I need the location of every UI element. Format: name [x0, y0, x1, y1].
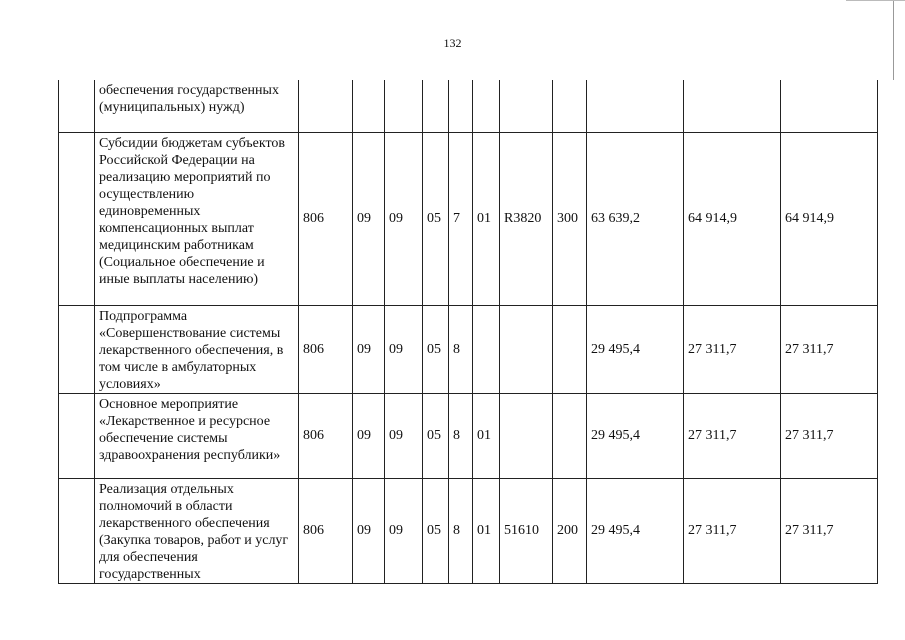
amount-year2-cell [684, 80, 781, 132]
ministry-code-cell [299, 80, 353, 132]
subsection-code-cell: 09 [385, 305, 423, 393]
row-number-cell [59, 305, 95, 393]
program-code-cell [423, 80, 449, 132]
section-code-cell: 09 [353, 305, 385, 393]
row-name-cell: Субсидии бюджетам субъектов Российской Федерации на реализацию мероприятий по осуществлению единовременных компенсационных выплат медицинским работникам (Социальное обеспечение и иные выплаты населению) [95, 132, 299, 305]
page-edge-line-top [846, 0, 905, 1]
amount-year3-cell [781, 80, 878, 132]
row-name-cell: обеспечения государственных (муниципальных) нужд) [95, 80, 299, 132]
expense-type-cell [553, 393, 587, 478]
subsection-code-cell [385, 80, 423, 132]
amount-year1-cell: 63 639,2 [587, 132, 684, 305]
table-row [59, 80, 878, 132]
table-row [59, 305, 878, 393]
program-code-cell: 05 [423, 132, 449, 305]
amount-year2-cell: 27 311,7 [684, 393, 781, 478]
section-code-cell: 09 [353, 478, 385, 583]
row-name-cell: Реализация отдельных полномочий в области лекарственного обеспечения (Закупка товаров, работ и услуг для обеспечения государственных [95, 478, 299, 583]
expense-type-cell [553, 80, 587, 132]
amount-year1-cell: 29 495,4 [587, 478, 684, 583]
program-code-cell: 05 [423, 305, 449, 393]
amount-year1-cell: 29 495,4 [587, 305, 684, 393]
row-number-cell [59, 393, 95, 478]
table-row [59, 132, 878, 305]
main-event-code-cell: 01 [473, 132, 500, 305]
direction-code-cell [500, 305, 553, 393]
amount-year3-cell: 27 311,7 [781, 393, 878, 478]
expense-type-cell: 300 [553, 132, 587, 305]
direction-code-cell [500, 80, 553, 132]
amount-year1-cell [587, 80, 684, 132]
table-row [59, 393, 878, 478]
subsection-code-cell: 09 [385, 393, 423, 478]
row-number-cell [59, 478, 95, 583]
section-code-cell: 09 [353, 132, 385, 305]
ministry-code-cell: 806 [299, 478, 353, 583]
row-number-cell [59, 132, 95, 305]
subprogram-code-cell: 8 [449, 393, 473, 478]
subsection-code-cell: 09 [385, 132, 423, 305]
direction-code-cell: R3820 [500, 132, 553, 305]
program-code-cell: 05 [423, 478, 449, 583]
section-code-cell [353, 80, 385, 132]
main-event-code-cell: 01 [473, 393, 500, 478]
budget-table [58, 80, 878, 584]
subprogram-code-cell [449, 80, 473, 132]
program-code-cell: 05 [423, 393, 449, 478]
table-row [59, 478, 878, 583]
direction-code-cell: 51610 [500, 478, 553, 583]
main-event-code-cell: 01 [473, 478, 500, 583]
subsection-code-cell: 09 [385, 478, 423, 583]
row-name-cell: Подпрограмма «Совершенствование системы лекарственного обеспечения, в том числе в амбулаторных условиях» [95, 305, 299, 393]
section-code-cell: 09 [353, 393, 385, 478]
amount-year3-cell: 64 914,9 [781, 132, 878, 305]
amount-year1-cell: 29 495,4 [587, 393, 684, 478]
row-name-cell: Основное мероприятие «Лекарственное и ресурсное обеспечение системы здравоохранения республики» [95, 393, 299, 478]
subprogram-code-cell: 7 [449, 132, 473, 305]
subprogram-code-cell: 8 [449, 305, 473, 393]
ministry-code-cell: 806 [299, 393, 353, 478]
amount-year2-cell: 64 914,9 [684, 132, 781, 305]
ministry-code-cell: 806 [299, 305, 353, 393]
row-number-cell [59, 80, 95, 132]
direction-code-cell [500, 393, 553, 478]
page-number: 132 [443, 36, 462, 50]
expense-type-cell [553, 305, 587, 393]
amount-year2-cell: 27 311,7 [684, 478, 781, 583]
amount-year3-cell: 27 311,7 [781, 478, 878, 583]
amount-year2-cell: 27 311,7 [684, 305, 781, 393]
main-event-code-cell [473, 80, 500, 132]
ministry-code-cell: 806 [299, 132, 353, 305]
subprogram-code-cell: 8 [449, 478, 473, 583]
expense-type-cell: 200 [553, 478, 587, 583]
amount-year3-cell: 27 311,7 [781, 305, 878, 393]
main-event-code-cell [473, 305, 500, 393]
